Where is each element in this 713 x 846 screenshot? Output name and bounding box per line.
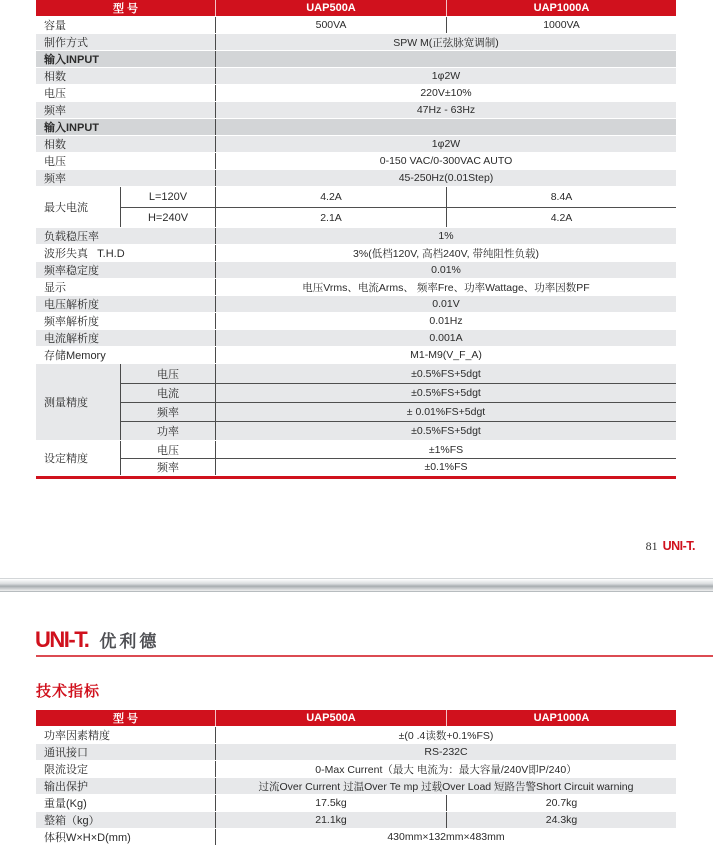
section-row: [36, 119, 676, 136]
table-row: [36, 279, 676, 296]
group-row: [36, 187, 676, 228]
brand-underline: [36, 655, 713, 657]
row-span-value: 3%(低档120V, 高档240V, 带纯阻性负载): [215, 245, 676, 261]
group-subrows: [121, 441, 676, 475]
row-label: 体积W×H×D(mm): [44, 832, 131, 844]
table-row: [36, 313, 676, 330]
table-row: [36, 296, 676, 313]
brand-chinese-name: 优利德: [99, 632, 160, 651]
page-number: 81: [645, 539, 658, 553]
row-span-value: ± 0.01%FS+5dgt: [215, 403, 676, 421]
row-label: 波形失真 T.H.D: [44, 248, 125, 260]
table-row: [36, 330, 676, 347]
row-label: 输出保护: [44, 781, 88, 793]
row-sublabel: 电压: [157, 368, 179, 381]
group-label: 设定精度: [36, 441, 121, 475]
table-row: [36, 778, 676, 795]
row-sublabel: 频率: [157, 462, 179, 474]
uni-t-logo-small: UNI-T.: [662, 539, 695, 553]
row-label: 电压: [44, 156, 66, 168]
row-label: 输入INPUT: [44, 122, 99, 134]
row-label: 显示: [44, 282, 66, 294]
table-row: [36, 347, 676, 364]
header-uap1000a-cell: UAP1000A: [446, 0, 676, 16]
table-row: [36, 744, 676, 761]
row-sublabel: L=120V: [148, 191, 188, 203]
table-row: [36, 136, 676, 153]
brand-logo: [35, 627, 159, 653]
group-row: [36, 364, 676, 441]
header-model-cell: 型 号: [112, 713, 139, 725]
row-label: 频率: [44, 105, 66, 117]
row-value: 20.7kg: [446, 795, 676, 811]
row-label: 相数: [44, 139, 66, 151]
table-subrow: [121, 402, 676, 421]
row-span-value: ±0.5%FS+5dgt: [215, 384, 676, 402]
row-value: 2.1A: [215, 208, 446, 227]
page-footer: [646, 539, 695, 554]
group-label: 最大电流: [36, 187, 121, 227]
table-header-row: [36, 0, 676, 17]
row-label: 限流设定: [44, 764, 88, 776]
row-label: 通讯接口: [44, 747, 88, 759]
row-span-value: 1%: [215, 228, 676, 244]
row-span-value: M1-M9(V_F_A): [215, 347, 676, 363]
group-label: 测量精度: [36, 364, 121, 440]
table-row: [36, 85, 676, 102]
row-sublabel: 电流: [157, 388, 179, 400]
table-subrow: [121, 441, 676, 458]
group-subrows: [121, 187, 676, 227]
spec-table-2: [36, 710, 676, 846]
row-span-value: 0.01V: [215, 296, 676, 312]
row-sublabel: 功率: [157, 426, 179, 438]
row-value: 21.1kg: [215, 812, 446, 828]
row-span-value: ±0.5%FS+5dgt: [215, 422, 676, 440]
row-span-value: 电压Vrms、电流Arms、 频率Fre、功率Wattage、功率因数PF: [215, 279, 676, 295]
table-row: [36, 34, 676, 51]
row-sublabel: 频率: [157, 407, 179, 419]
table-row: [36, 829, 676, 846]
row-span-value: 1φ2W: [215, 136, 676, 152]
table-row: [36, 812, 676, 829]
row-label: 整箱（kg）: [44, 815, 100, 827]
header-model-cell: 型 号: [112, 3, 139, 15]
row-span-value: 0.01%: [215, 262, 676, 278]
row-label: 负载稳压率: [44, 231, 99, 243]
row-span-value: [215, 119, 676, 135]
header-uap500a-cell: UAP500A: [215, 0, 446, 16]
row-label: 存储Memory: [44, 350, 106, 362]
row-span-value: 220V±10%: [215, 85, 676, 101]
table-row: [36, 68, 676, 85]
row-span-value: 0.01Hz: [215, 313, 676, 329]
row-span-value: 0-Max Current（最大 电流为：最大容量/240V即P/240）: [215, 761, 676, 777]
row-span-value: 0.001A: [215, 330, 676, 346]
row-span-value: [215, 51, 676, 67]
row-label: 重量(Kg): [44, 798, 87, 810]
table-header-row: [36, 710, 676, 727]
table-row: [36, 727, 676, 744]
spec-table-1: [36, 0, 676, 479]
table-subrow: [121, 207, 676, 227]
section-row: [36, 51, 676, 68]
row-span-value: ±0.5%FS+5dgt: [215, 364, 676, 383]
row-sublabel: 电压: [157, 444, 179, 457]
table-row: [36, 153, 676, 170]
row-label: 电压: [44, 88, 66, 100]
row-value: 4.2A: [215, 187, 446, 207]
table-subrow: [121, 187, 676, 207]
row-value: 17.5kg: [215, 795, 446, 811]
row-span-value: 1φ2W: [215, 68, 676, 84]
group-row: [36, 441, 676, 476]
row-label: 频率: [44, 173, 66, 185]
row-span-value: ±(0 .4读数+0.1%FS): [215, 727, 676, 743]
row-label: 输入INPUT: [44, 54, 99, 66]
row-label: 制作方式: [44, 37, 88, 49]
row-span-value: 430mm×132mm×483mm: [215, 829, 676, 845]
table-row: [36, 262, 676, 279]
row-span-value: ±1%FS: [215, 441, 676, 458]
row-span-value: 过流Over Current 过温Over Te mp 过载Over Load 短路告警Short Circuit warning: [215, 778, 676, 794]
row-span-value: 45-250Hz(0.01Step): [215, 170, 676, 186]
table-row: [36, 170, 676, 187]
table-subrow: [121, 421, 676, 440]
table-row: [36, 795, 676, 812]
row-value: 500VA: [215, 17, 446, 33]
header-uap500a-cell: UAP500A: [215, 710, 446, 726]
row-label: 功率因素精度: [44, 730, 110, 742]
row-span-value: 0-150 VAC/0-300VAC AUTO: [215, 153, 676, 169]
row-value: 1000VA: [446, 17, 676, 33]
header-uap1000a-cell: UAP1000A: [446, 710, 676, 726]
table-bottom-red-rule: [36, 476, 676, 479]
table-row: [36, 102, 676, 119]
row-sublabel: H=240V: [147, 211, 189, 224]
row-span-value: 47Hz - 63Hz: [215, 102, 676, 118]
group-subrows: [121, 364, 676, 440]
row-label: 电流解析度: [44, 333, 99, 345]
table-row: [36, 17, 676, 34]
table-row: [36, 761, 676, 778]
uni-t-logo: UNI-T.: [35, 627, 89, 652]
row-value: 8.4A: [446, 187, 676, 207]
section-title: 技术指标: [36, 683, 101, 700]
row-span-value: RS-232C: [215, 744, 676, 760]
page-divider: [0, 578, 713, 592]
row-label: 相数: [44, 71, 66, 83]
table-subrow: [121, 383, 676, 402]
row-label: 频率解析度: [44, 316, 99, 328]
table-subrow: [121, 364, 676, 383]
row-value: 4.2A: [446, 208, 676, 227]
row-label: 容量: [44, 20, 66, 32]
row-span-value: ±0.1%FS: [215, 459, 676, 475]
row-label: 频率稳定度: [44, 265, 99, 277]
table-row: [36, 245, 676, 262]
table-subrow: [121, 458, 676, 475]
row-span-value: SPW M(正弦脉宽调制): [215, 34, 676, 50]
row-value: 24.3kg: [446, 812, 676, 828]
table-row: [36, 228, 676, 245]
row-label: 电压解析度: [44, 299, 99, 311]
